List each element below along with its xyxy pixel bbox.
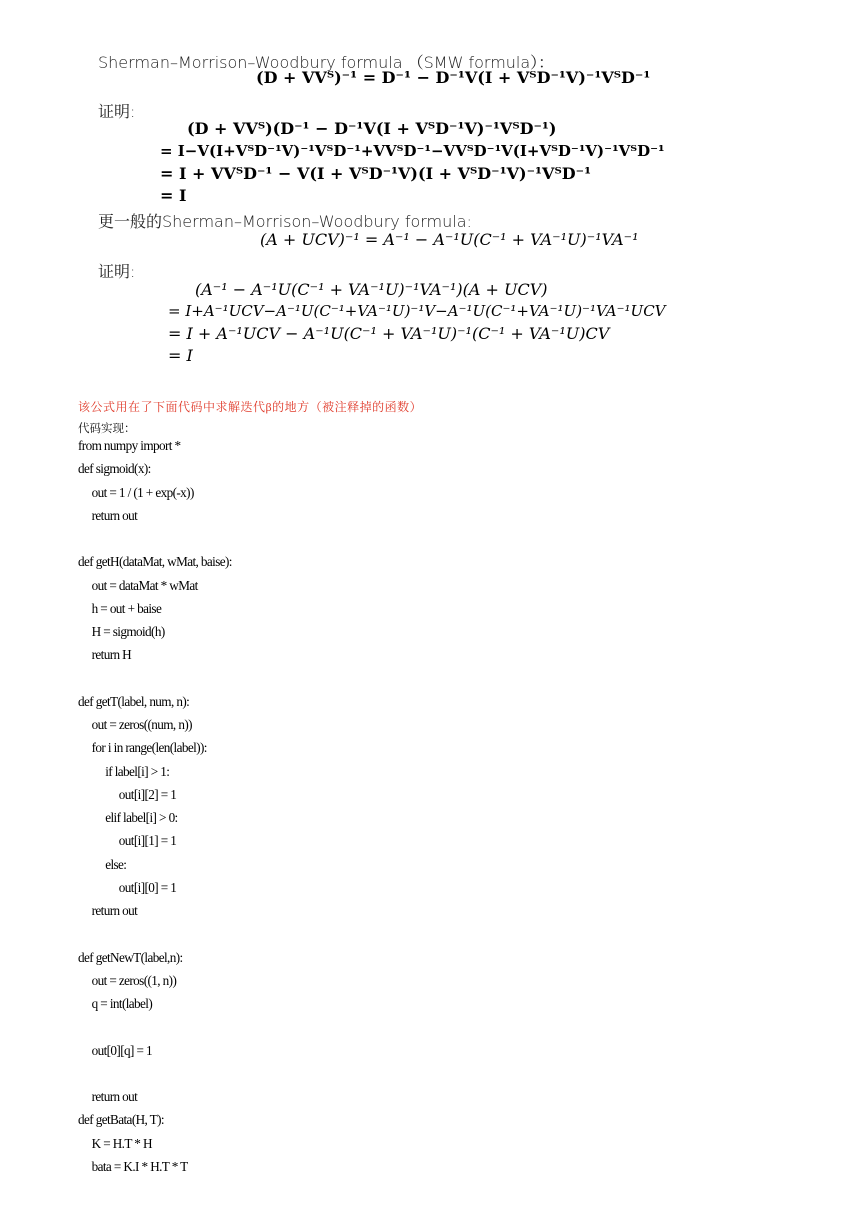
code-line: q = int(label)	[91, 996, 153, 1011]
code-line: def getT(label, num, n):	[78, 693, 190, 709]
code-line: def sigmoid(x):	[78, 461, 151, 477]
code-line: out = dataMat * wMat	[91, 577, 198, 593]
code-line: out = zeros((num, n))	[91, 717, 192, 732]
proof1-line-3: = I + VVᵀD⁻¹ − V(I + VᵀD⁻¹V)(I + VᵀD⁻¹V)⁻¹VᵀD⁻¹	[160, 164, 592, 183]
code-line: elif label[i] > 0:	[105, 810, 178, 825]
code-line: return out	[91, 1089, 138, 1104]
code-line: out[i][2] = 1	[118, 786, 177, 802]
proof2-line-2: = I+A⁻¹UCV−A⁻¹U(C⁻¹+VA⁻¹U)⁻¹V−A⁻¹U(C⁻¹+VA⁻¹U)⁻¹VA⁻¹UCV	[168, 302, 666, 320]
code-line: else:	[105, 856, 127, 872]
proof1-heading: 证明:	[98, 102, 136, 121]
proof1-line-1: (D + VVᵀ)(D⁻¹ − D⁻¹V(I + VᵀD⁻¹V)⁻¹VᵀD⁻¹)	[187, 119, 557, 138]
usage-note: 该公式用在了下面代码中求解迭代β的地方（被注释掉的函数）	[78, 400, 423, 414]
general-title: 更一般的Sherman–Morrison–Woodbury formula:	[98, 212, 472, 231]
code-line: from numpy import *	[78, 438, 181, 453]
code-line: bata = K.I * H.T * T	[91, 1158, 188, 1174]
proof2-line-3: = I + A⁻¹UCV − A⁻¹U(C⁻¹ + VA⁻¹U)⁻¹(C⁻¹ + VA⁻¹U)CV	[168, 324, 610, 343]
code-line: out[i][1] = 1	[118, 833, 177, 849]
smw-formula: (D + VVᵀ)⁻¹ = D⁻¹ − D⁻¹V(I + VᵀD⁻¹V)⁻¹VᵀD⁻¹	[256, 68, 651, 87]
proof1-line-2: = I−V(I+VᵀD⁻¹V)⁻¹VᵀD⁻¹+VVᵀD⁻¹−VVᵀD⁻¹V(I+VᵀD⁻¹V)⁻¹VᵀD⁻¹	[160, 142, 665, 160]
code-line: if label[i] > 1:	[105, 763, 170, 779]
code-line: out = 1 / (1 + exp(-x))	[91, 484, 194, 500]
code-line: H = sigmoid(h)	[91, 624, 165, 639]
code-line: def getBata(H, T):	[78, 1112, 164, 1128]
smw-title: Sherman–Morrison–Woodbury formula （SMW formula）：	[98, 53, 555, 72]
code-line: out[0][q] = 1	[91, 1042, 153, 1058]
code-line: def getNewT(label,n):	[78, 949, 183, 965]
code-label: 代码实现：	[78, 423, 136, 435]
code-line: K = H.T * H	[91, 1135, 152, 1151]
code-line: h = out + baise	[91, 600, 162, 616]
proof2-line-1: (A⁻¹ − A⁻¹U(C⁻¹ + VA⁻¹U)⁻¹VA⁻¹)(A + UCV)	[195, 280, 548, 299]
proof2-heading: 证明:	[98, 262, 136, 281]
code-line: def getH(dataMat, wMat, baise):	[78, 554, 232, 570]
proof2-line-4: = I	[168, 346, 193, 365]
code-line: return out	[91, 903, 138, 918]
code-line: out[i][0] = 1	[118, 879, 177, 895]
code-line: out = zeros((1, n))	[91, 972, 177, 988]
code-line: return out	[91, 507, 138, 523]
code-line: return H	[91, 647, 132, 663]
proof1-line-4: = I	[160, 186, 187, 205]
general-formula: (A + UCV)⁻¹ = A⁻¹ − A⁻¹U(C⁻¹ + VA⁻¹U)⁻¹VA⁻¹	[260, 230, 639, 249]
code-line: for i in range(len(label)):	[91, 740, 207, 756]
